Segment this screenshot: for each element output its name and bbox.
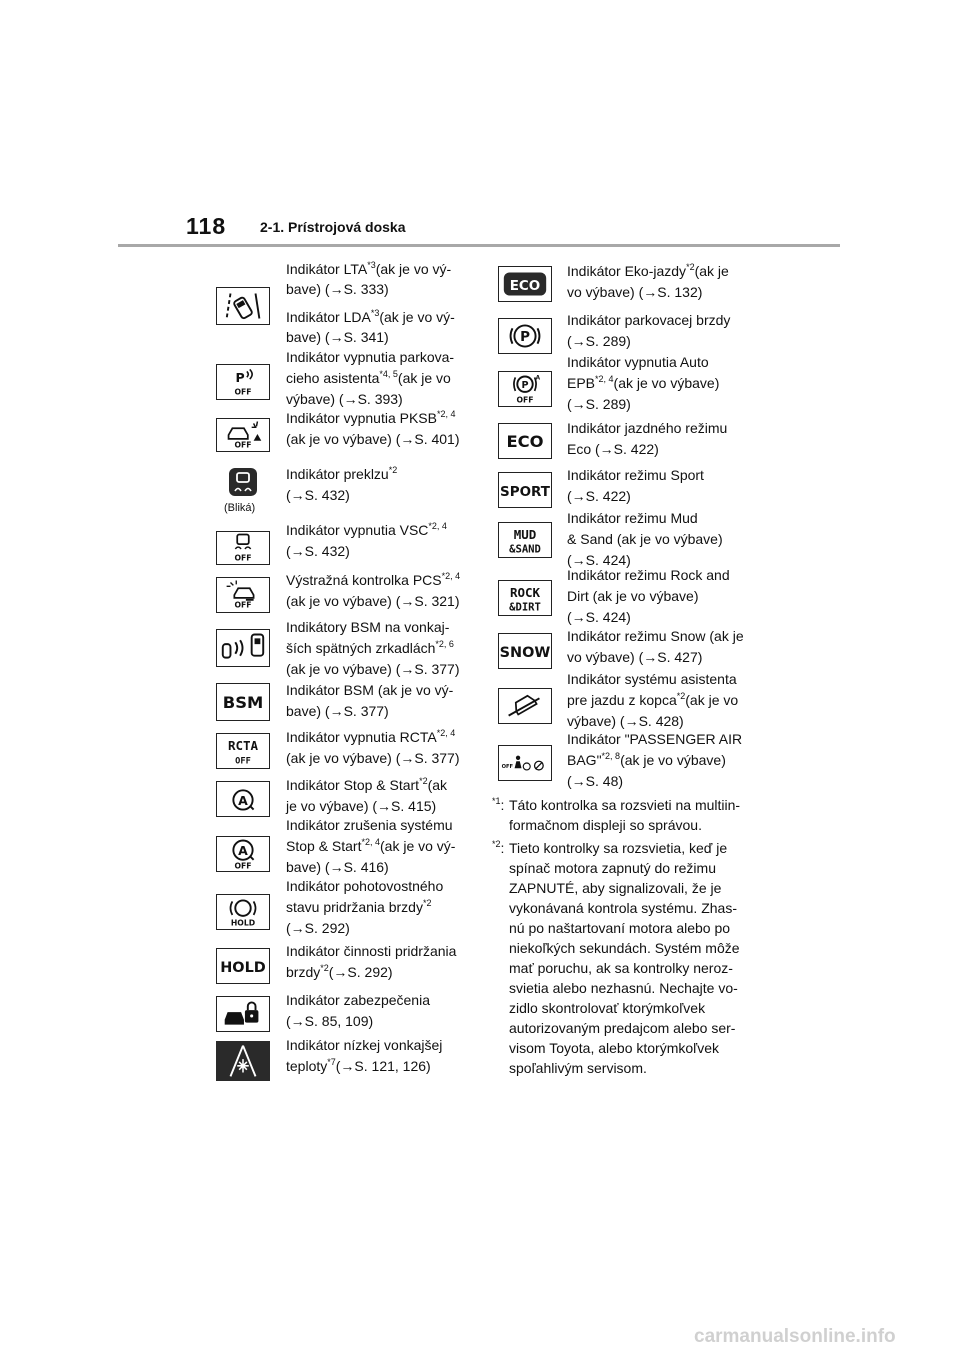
footnote-ref: *2, 4 (428, 521, 447, 531)
footnote-line: niekoľkých sekundách. Systém môže (509, 940, 740, 956)
description-line: & Sand (ak je vo výbave) (567, 531, 723, 547)
auto-epb-off-icon (498, 371, 552, 407)
footnote-ref: *2 (676, 691, 686, 701)
svg-text:P: P (520, 328, 530, 345)
svg-text:P: P (235, 370, 245, 385)
description-line: je vo výbave) (→S. 415) (286, 798, 437, 814)
footnote-ref: *2 (686, 262, 695, 272)
description-line: (→S. 424) (567, 552, 631, 568)
description-line: (→S. 289) (567, 333, 631, 349)
description-line: bave) (→S. 341) (286, 329, 389, 345)
description-line: Indikátor nízkej vonkajšej (286, 1037, 443, 1053)
svg-text:RCTA: RCTA (227, 738, 259, 754)
svg-text:ECO: ECO (506, 431, 544, 451)
footnote-ref: *2, 4 (361, 837, 380, 847)
footnote-ref: *2, 6 (435, 639, 454, 649)
mud-sand-icon (498, 522, 552, 558)
description-line: Indikátor Eko-jazdy$^{*2}$(ak je (567, 262, 729, 279)
eco-mode-icon (498, 423, 552, 459)
security-icon (216, 996, 270, 1032)
section-title: 2-1. Prístrojová doska (260, 219, 406, 235)
description-line: Indikátory BSM na vonkaj- (286, 619, 450, 635)
footnote-ref: *2, 8 (601, 751, 621, 761)
footnote-ref: *2 (422, 898, 432, 908)
description-line: Indikátor preklzu$^{*2}$ (286, 465, 398, 482)
svg-text:OFF: OFF (516, 395, 534, 405)
vsc-off-icon (216, 531, 270, 565)
description-line: Indikátor zrušenia systému (286, 817, 453, 833)
footnote-ref: *2 (320, 963, 329, 973)
footnote-ref: *4, 5 (379, 369, 398, 379)
description-line: ších spätných zrkadlách$^{*2, 6}$ (286, 639, 454, 656)
stop-start-icon (216, 781, 270, 817)
pcs-warning-icon (216, 577, 270, 613)
footnote-line: Tieto kontrolky sa rozsvietia, keď je (509, 840, 728, 856)
description-line: Indikátor činnosti pridržania (286, 943, 457, 959)
description-line: BAG"$^{*2, 8}$(ak je vo výbave) (567, 751, 726, 768)
pksb-off-icon (216, 418, 270, 452)
svg-text:SPORT: SPORT (500, 483, 550, 500)
description-line: (→S. 48) (567, 773, 624, 789)
footnote-line: ZAPNUTÉ, aby signalizovali, že je (509, 880, 722, 896)
svg-text:HOLD: HOLD (230, 918, 256, 928)
description-line: Stop & Start$^{*2, 4}$(ak je vo vý- (286, 837, 456, 854)
footnote-marker: $^{*2}$: (492, 839, 505, 856)
footnote-ref: *2, 4 (436, 728, 456, 738)
footnote-ref: *2 (419, 776, 428, 786)
svg-text:A: A (238, 792, 248, 808)
snow-mode-icon (498, 633, 552, 669)
description-line: Indikátor "PASSENGER AIR (567, 731, 743, 747)
description-line: Indikátor režimu Rock and (567, 567, 730, 583)
footnote-ref: *2, 4 (441, 571, 461, 581)
footnote-line: visom Toyota, alebo ktorýmkoľvek (509, 1040, 720, 1056)
svg-text:OFF: OFF (235, 756, 251, 767)
description-line: (→S. 424) (567, 609, 631, 625)
description-line: Indikátor pohotovostného (286, 878, 444, 894)
description-line: bave) (→S. 333) (286, 281, 389, 297)
description-line: bave) (→S. 377) (286, 703, 389, 719)
description-line: Indikátor Stop & Start$^{*2}$(ak (286, 776, 448, 793)
description-line: EPB$^{*2, 4}$(ak je vo výbave) (567, 374, 720, 391)
footnote-line: nú po naštartovaní motora alebo po (509, 920, 731, 936)
svg-text:P: P (521, 380, 529, 392)
footnote-ref: *2, 4 (436, 409, 456, 419)
description-line: (→S. 292) (286, 920, 350, 936)
header-rule (118, 244, 840, 247)
description-line: Indikátor režimu Mud (567, 510, 698, 526)
description-line: Indikátor vypnutia PKSB$^{*2, 4}$ (286, 409, 456, 426)
description-line: cieho asistenta$^{*4, 5}$(ak je vo (286, 369, 451, 386)
description-line: Indikátor LDA$^{*3}$(ak je vo vý- (286, 308, 455, 325)
footnote-line: formačnom displeji so správou. (509, 817, 702, 833)
svg-text:MUD: MUD (513, 527, 537, 543)
description-line: pre jazdu z kopca$^{*2}$(ak je vo (567, 691, 739, 708)
rcta-off-icon (216, 733, 270, 769)
svg-text:OFF: OFF (234, 553, 252, 563)
footnote-line: mať poruchu, ak sa kontrolky neroz- (509, 960, 733, 976)
description-line: Indikátor vypnutia VSC$^{*2, 4}$ (286, 521, 447, 538)
downhill-assist-icon (498, 688, 552, 724)
sport-mode-icon (498, 472, 552, 508)
svg-text:SNOW: SNOW (499, 644, 551, 661)
footnote-line: Táto kontrolka sa rozsvieti na multiin- (509, 797, 741, 813)
description-line: Indikátor vypnutia RCTA$^{*2, 4}$ (286, 728, 456, 745)
description-line: Indikátor režimu Sport (567, 467, 704, 483)
description-line: vo výbave) (→S. 427) (567, 649, 703, 665)
footnote-line: svietia alebo nezhasnú. Nechajte vo- (509, 980, 738, 996)
description-line: stavu pridržania brzdy$^{*2}$ (286, 898, 432, 915)
parking-brake-icon (498, 318, 552, 354)
footnote-ref: *2 (388, 465, 398, 475)
description-line: výbave) (→S. 428) (567, 713, 684, 729)
svg-text:OFF: OFF (234, 440, 252, 450)
footnote-ref: *2, 4 (595, 374, 614, 384)
footnote-ref: *3 (370, 308, 380, 318)
passenger-airbag-icon (498, 745, 552, 781)
description-line: teploty$^{*7}$(→S. 121, 126) (286, 1057, 431, 1074)
brake-hold-standby-icon (216, 894, 270, 930)
footnote-ref: *7 (327, 1057, 336, 1067)
description-line: Eco (→S. 422) (567, 441, 659, 457)
footnote-marker: $^{*1}$: (492, 796, 505, 813)
footnote-ref: *3 (367, 260, 376, 270)
description-line: vo výbave) (→S. 132) (567, 284, 703, 300)
description-line: (ak je vo výbave) (→S. 401) (286, 431, 460, 447)
brake-hold-active-icon (216, 948, 270, 984)
footnote-line: spínač motora zapnutý do režimu (509, 860, 716, 876)
footnote-line: zidlo skontrolovať ktorýmkoľvek (509, 1000, 706, 1016)
description-line: Indikátor režimu Snow (ak je (567, 628, 744, 644)
svg-text:ECO: ECO (509, 277, 541, 294)
bsm-icon (216, 683, 270, 721)
description-line: (→S. 289) (567, 396, 631, 412)
description-line: Dirt (ak je vo výbave) (567, 588, 699, 604)
watermark: carmanualsonline.info (694, 1326, 896, 1347)
eco-driving-icon (498, 266, 552, 302)
description-line: (ak je vo výbave) (→S. 377) (286, 750, 460, 766)
footnote-line: vykonávaná kontrola systému. Zhas- (509, 900, 737, 916)
footnote-line: spoľahlivým servisom. (509, 1060, 647, 1076)
rock-dirt-icon (498, 580, 552, 616)
footnote-line: autorizovaným predajcom alebo ser- (509, 1020, 736, 1036)
description-line: (→S. 422) (567, 488, 631, 504)
description-line: Indikátor vypnutia Auto (567, 354, 709, 370)
svg-text:OFF: OFF (234, 387, 252, 397)
svg-text:OFF: OFF (234, 861, 252, 871)
description-line: výbave) (→S. 393) (286, 391, 403, 407)
low-temperature-icon (216, 1041, 270, 1081)
parking-assist-off-icon (216, 364, 270, 400)
description-line: Indikátor systému asistenta (567, 671, 737, 687)
svg-text:OFF: OFF (234, 600, 252, 610)
description-line: (ak je vo výbave) (→S. 377) (286, 661, 460, 677)
svg-text:A: A (535, 375, 541, 382)
slip-indicator-icon (216, 464, 270, 500)
description-line: (→S. 432) (286, 543, 350, 559)
description-line: Indikátor LTA$^{*3}$(ak je vo vý- (286, 260, 452, 277)
description-line: Indikátor parkovacej brzdy (567, 312, 731, 328)
description-line: (→S. 432) (286, 487, 350, 503)
svg-text:A: A (238, 842, 248, 858)
svg-text:&SAND: &SAND (509, 543, 541, 556)
page-number: 118 (186, 213, 227, 239)
description-line: (ak je vo výbave) (→S. 321) (286, 593, 460, 609)
icon-caption: (Bliká) (224, 502, 256, 514)
svg-text:&DIRT: &DIRT (509, 601, 541, 614)
svg-text:ROCK: ROCK (509, 585, 541, 601)
description-line: brzdy$^{*2}$(→S. 292) (286, 963, 393, 980)
stop-start-cancel-icon (216, 836, 270, 872)
description-line: Indikátor jazdného režimu (567, 420, 728, 436)
svg-text:OFF: OFF (501, 764, 514, 771)
bsm-mirror-icon (216, 629, 270, 667)
svg-text:BSM: BSM (222, 692, 264, 712)
description-line: Indikátor vypnutia parkova- (286, 349, 455, 365)
description-line: Indikátor zabezpečenia (286, 992, 430, 1008)
description-line: (→S. 85, 109) (286, 1013, 374, 1029)
description-line: bave) (→S. 416) (286, 859, 389, 875)
description-line: Výstražná kontrolka PCS$^{*2, 4}$ (286, 571, 461, 588)
svg-text:HOLD: HOLD (220, 959, 266, 976)
description-line: Indikátor BSM (ak je vo vý- (286, 682, 454, 698)
lane-assist-icon (216, 287, 270, 325)
